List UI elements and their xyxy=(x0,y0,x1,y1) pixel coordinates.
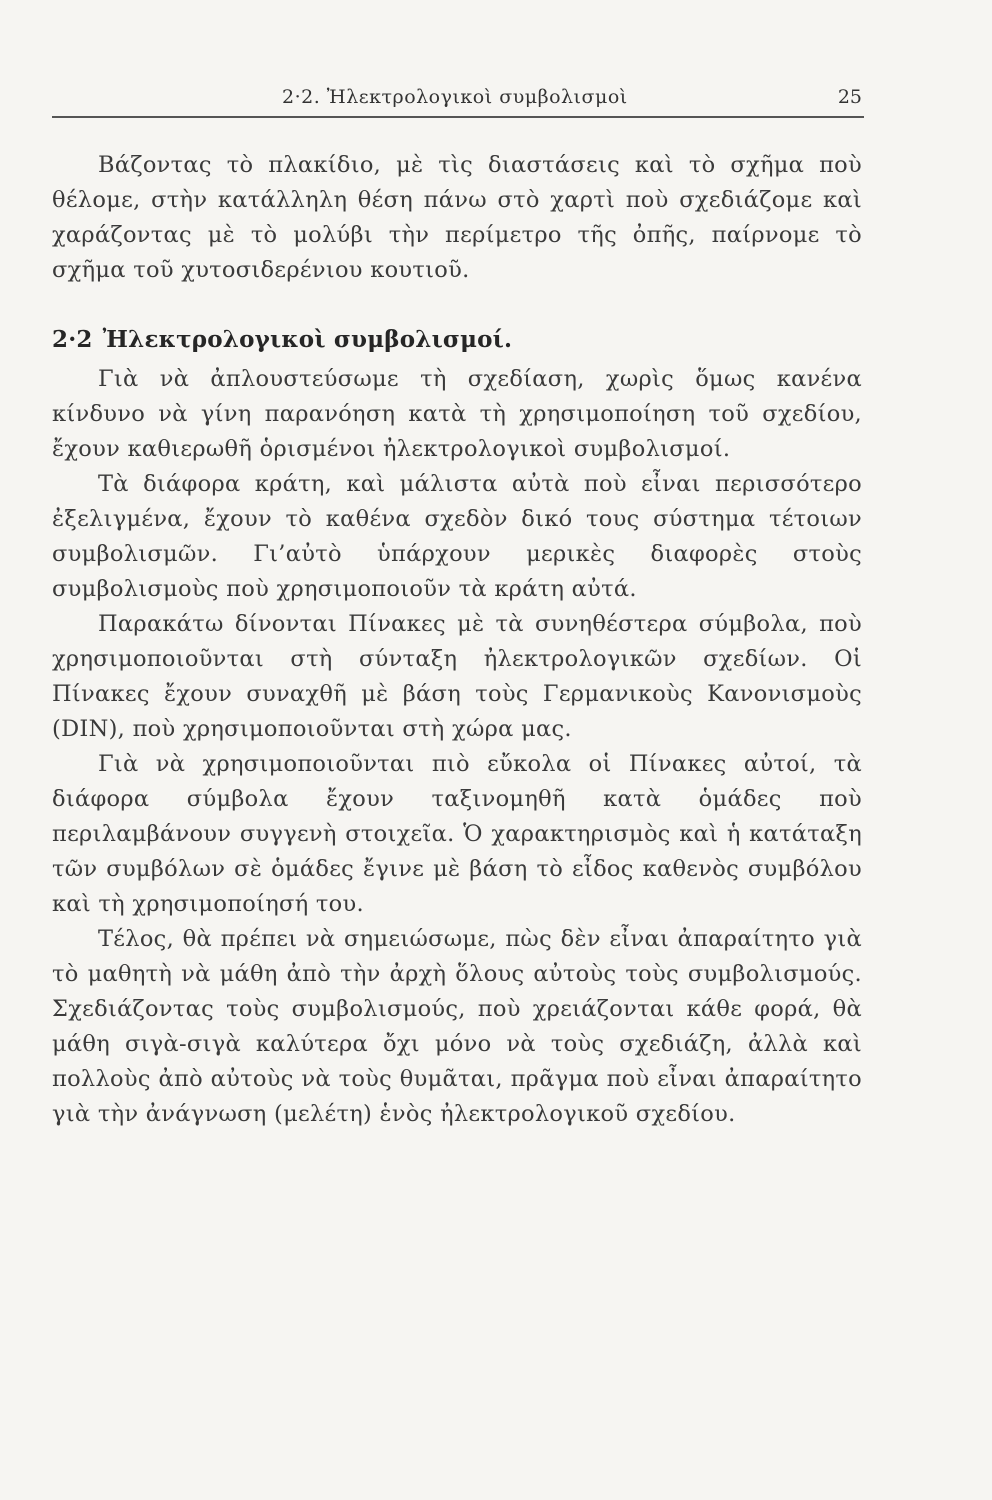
running-header-title: 2·2. Ἠλεκτρολογικοὶ συμβολισμοὶ xyxy=(282,86,628,108)
running-header xyxy=(52,82,864,118)
section-paragraph-2: Τὰ διάφορα κράτη, καὶ μάλιστα αὐτὰ ποὺ εἶναι περισσότερο ἐξελιγμένα, ἔχουν τὸ καθένα σχεδὸν δικό τους σύστημα τέτοιων συμβολισμῶν. Γι’αὐτὸ ὑπάρχουν μερικὲς διαφορὲς στοὺς συμβολισμοὺς ποὺ χρησιμοποιοῦν τὰ κράτη αὐτά. xyxy=(52,471,862,602)
page-number: 25 xyxy=(837,86,862,108)
section-paragraph-1: Γιὰ νὰ ἀπλουστεύσωμε τὴ σχεδίαση, χωρὶς ὅμως κανένα κίνδυνο νὰ γίνη παρανόηση κατὰ τὴ χρησιμοποίηση τοῦ σχεδίου, ἔχουν καθιερωθῆ ὁρισμένοι ἠλεκτρολογικοὶ συμβολισμοί. xyxy=(52,366,862,462)
body-text xyxy=(52,148,862,1132)
section-paragraph-5: Τέλος, θὰ πρέπει νὰ σημειώσωμε, πὼς δὲν εἶναι ἀπαραίτητο γιὰ τὸ μαθητὴ νὰ μάθη ἀπὸ τὴν ἀρχὴ ὅλους αὐτοὺς τοὺς συμβολισμούς. Σχεδιάζοντας τοὺς συμβολισμούς, ποὺ χρειάζονται κάθε φορά, θὰ μάθη σιγὰ-σιγὰ καλύτερα ὄχι μόνο νὰ τοὺς σχεδιάζη, ἀλλὰ καὶ πολλοὺς ἀπὸ αὐτοὺς νὰ τοὺς θυμᾶται, πρᾶγμα ποὺ εἶναι ἀπαραίτητο γιὰ τὴν ἀνάγνωση (μελέτη) ἑνὸς ἠλεκτρολογικοῦ σχεδίου. xyxy=(52,926,862,1127)
intro-paragraph: Βάζοντας τὸ πλακίδιο, μὲ τὶς διαστάσεις καὶ τὸ σχῆμα ποὺ θέλομε, στὴν κατάλληλη θέση πάνω στὸ χαρτὶ ποὺ σχεδιάζομε καὶ χαράζοντας μὲ τὸ μολύβι τὴν περίμετρο τῆς ὀπῆς, παίρνομε τὸ σχῆμα τοῦ χυτοσιδερένιου κουτιοῦ. xyxy=(52,152,862,283)
section-heading xyxy=(52,322,862,357)
section-title: Ἠλεκτρολογικοὶ συμβολισμοί. xyxy=(102,326,513,353)
section-number: 2·2 xyxy=(52,326,93,353)
section-paragraph-3: Παρακάτω δίνονται Πίνακες μὲ τὰ συνηθέστερα σύμβολα, ποὺ χρησιμοποιοῦνται στὴ σύνταξη ἠλεκτρολογικῶν σχεδίων. Οἱ Πίνακες ἔχουν συναχθῆ μὲ βάση τοὺς Γερμανικοὺς Κανονισμοὺς (DIN), ποὺ χρησιμοποιοῦνται στὴ χώρα μας. xyxy=(52,611,862,742)
section-paragraph-4: Γιὰ νὰ χρησιμοποιοῦνται πιὸ εὔκολα οἱ Πίνακες αὐτοί, τὰ διάφορα σύμβολα ἔχουν ταξινομηθῆ κατὰ ὁμάδες ποὺ περιλαμβάνουν συγγενὴ στοιχεῖα. Ὁ χαρακτηρισμὸς καὶ ἡ κατάταξη τῶν συμβόλων σὲ ὁμάδες ἔγινε μὲ βάση τὸ εἶδος καθενὸς συμβόλου καὶ τὴ χρησιμοποίησή του. xyxy=(52,751,862,917)
